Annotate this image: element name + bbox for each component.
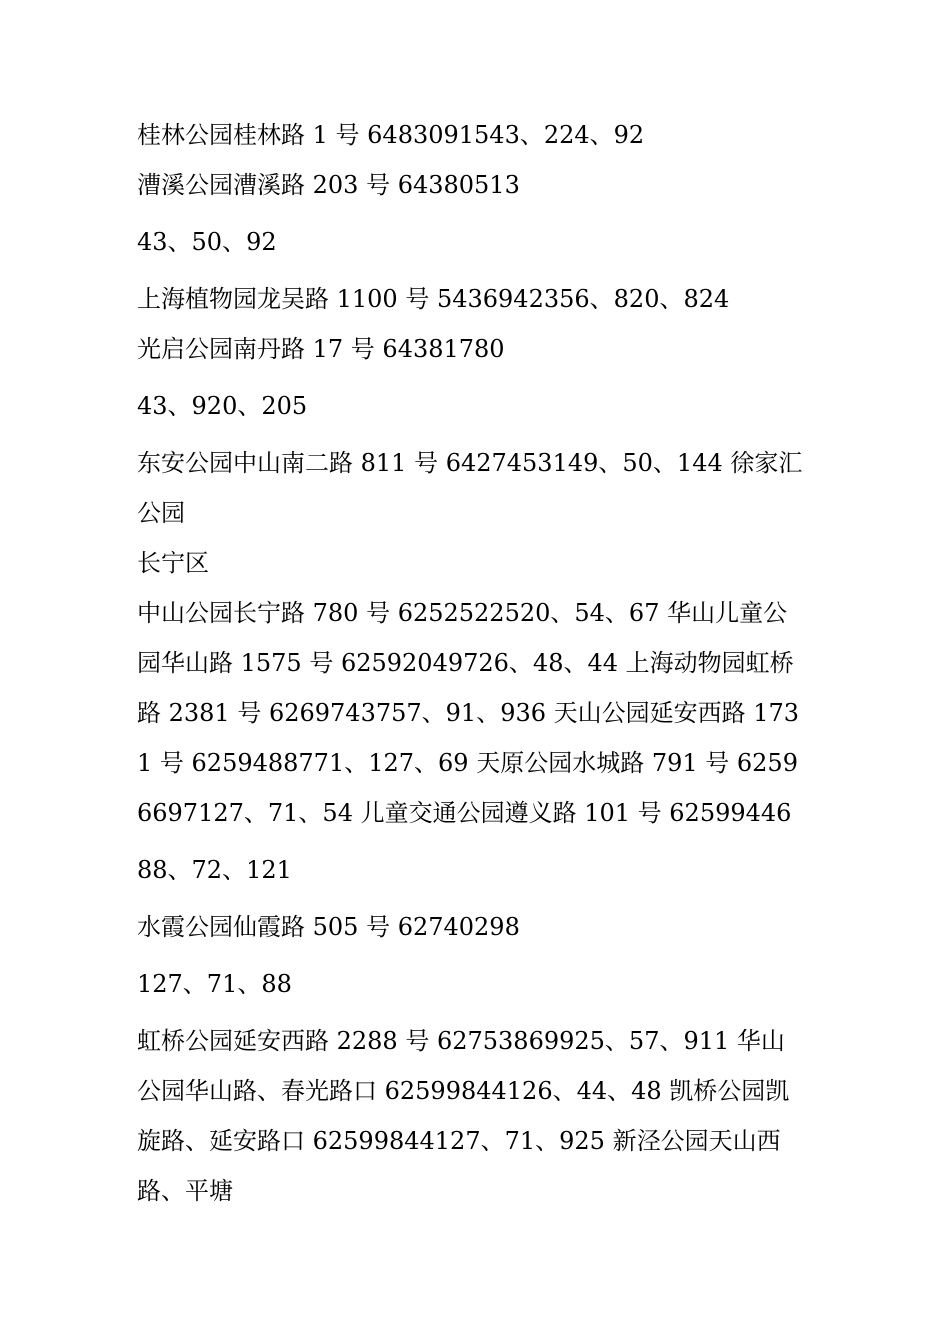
paragraph-caoxi-bus-lines: 43、50、92 (137, 228, 277, 256)
paragraph-traffic-park-bus-lines: 88、72、121 (137, 856, 292, 884)
paragraph-dongan-park: 东安公园中山南二路 811 号 6427453149、50、144 徐家汇公园 (137, 449, 803, 527)
paragraph-changning-parks: 中山公园长宁路 780 号 6252522520、54、67 华山儿童公园华山路 1575 号 62592049726、48、44 上海动物园虹桥路 2381 号 6269743757、91、936 天山公园延安西路 1731 号 6259488771、127、69 天原公园水城路 791 号 62596697127、71、54 儿童交通公园遵义路 101 号 62599446 (137, 599, 800, 827)
paragraph-hongqiao-park: 虹桥公园延安西路 2288 号 62753869925、57、911 华山公园华山路、春光路口 62599844126、44、48 凯桥公园凯旋路、延安路口 62599844127、71、925 新泾公园天山西路、平塘 (137, 1027, 790, 1205)
paragraph-guangqi-park: 光启公园南丹路 17 号 64381780 (137, 335, 505, 363)
paragraph-shanghai-botanical-garden: 上海植物园龙吴路 1100 号 5436942356、820、824 (137, 285, 730, 313)
paragraph-caoxi-park: 漕溪公园漕溪路 203 号 64380513 (137, 171, 520, 199)
paragraph-guangqi-bus-lines: 43、920、205 (137, 392, 308, 420)
document-body (137, 110, 807, 1216)
paragraph-shuixia-bus-lines: 127、71、88 (137, 970, 292, 998)
section-heading-changning: 长宁区 (137, 549, 209, 577)
paragraph-guilin-park: 桂林公园桂林路 1 号 6483091543、224、92 (137, 121, 645, 149)
paragraph-shuixia-park: 水霞公园仙霞路 505 号 62740298 (137, 913, 520, 941)
